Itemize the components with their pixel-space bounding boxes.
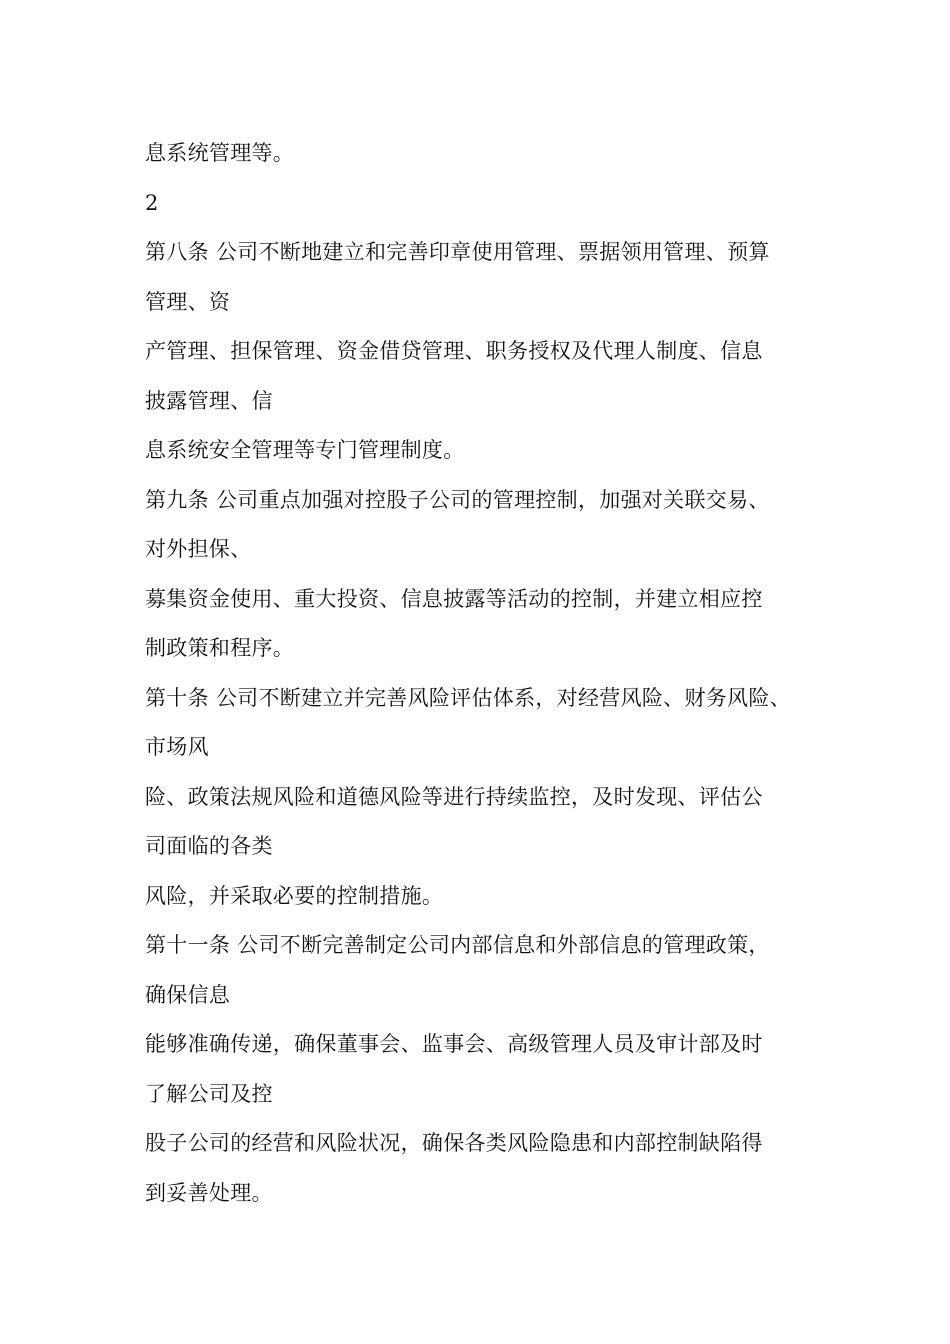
text-line: 股子公司的经营和风险状况，确保各类风险隐患和内部控制缺陷得 [145, 1131, 763, 1155]
text-line: 了解公司及控 [145, 1081, 273, 1106]
text-line: 对外担保、 [145, 537, 252, 561]
article-11-heading-line: 第十一条 公司不断完善制定公司内部信息和外部信息的管理政策， [145, 933, 770, 957]
article-9-heading-line: 第九条 公司重点加强对控股子公司的管理控制，加强对关联交易、 [145, 487, 770, 512]
text-line: 到妥善处理。 [145, 1180, 273, 1205]
text-line: 确保信息 [145, 982, 231, 1007]
document-body [145, 129, 845, 1218]
text-line: 风险，并采取必要的控制措施。 [145, 883, 444, 908]
text-line: 市场风 [145, 735, 209, 759]
text-line: 息系统安全管理等专门管理制度。 [145, 438, 465, 462]
text-line: 险、政策法规风险和道德风险等进行持续监控，及时发现、评估公 [145, 784, 763, 809]
article-8-heading-line: 第八条 公司不断地建立和完善印章使用管理、票据领用管理、预算 [145, 240, 770, 264]
text-line: 披露管理、信 [145, 388, 273, 413]
text-line: 制政策和程序。 [145, 636, 295, 660]
text-line: 管理、资 [145, 289, 231, 314]
text-line: 息系统管理等。 [145, 141, 295, 165]
text-line: 司面临的各类 [145, 834, 273, 858]
text-line: 募集资金使用、重大投资、信息披露等活动的控制，并建立相应控 [145, 586, 763, 611]
page-number: 2 [145, 190, 159, 215]
text-line: 产管理、担保管理、资金借贷管理、职务授权及代理人制度、信息 [145, 339, 763, 363]
text-line: 能够准确传递，确保董事会、监事会、高级管理人员及审计部及时 [145, 1032, 763, 1056]
article-10-heading-line: 第十条 公司不断建立并完善风险评估体系，对经营风险、财务风险、 [145, 685, 791, 710]
